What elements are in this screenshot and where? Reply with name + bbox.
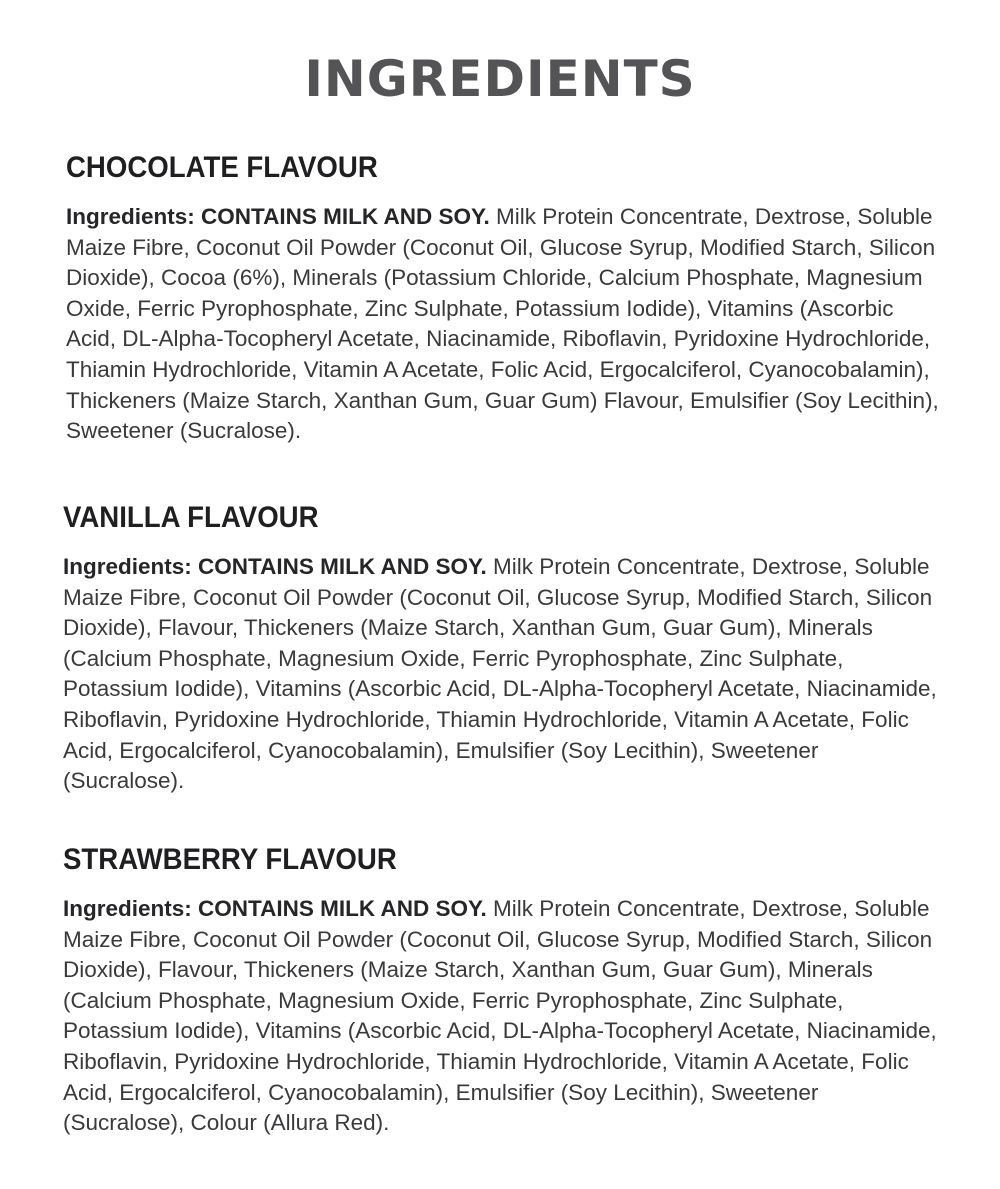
ingredients-text-vanilla <box>63 552 943 797</box>
ingredients-text-chocolate <box>66 202 946 447</box>
allergen-statement-chocolate: Ingredients: CONTAINS MILK AND SOY. <box>66 204 490 229</box>
section-heading-chocolate: CHOCOLATE FLAVOUR <box>66 151 378 184</box>
section-heading-strawberry: STRAWBERRY FLAVOUR <box>63 843 397 876</box>
section-vanilla-flavour <box>63 500 943 797</box>
page-title: INGREDIENTS <box>304 50 696 108</box>
section-heading-vanilla: VANILLA FLAVOUR <box>63 501 319 534</box>
ingredient-list-chocolate: Milk Protein Concentrate, Dextrose, Soluble Maize Fibre, Coconut Oil Powder (Coconut Oil, Glucose Syrup, Modified Starch, Silicon Dioxide), Cocoa (6%), Minerals (Potassium Chloride, Calcium Phosphate, Magnesium Oxide, Ferric Pyrophosphate, Zinc Sulphate, Potassium Iodide), Vitamins (Ascorbic Acid, DL-Alpha-Tocopheryl Acetate, Niacinamide, Riboflavin, Pyridoxine Hydrochloride, Thiamin Hydrochloride, Vitamin A Acetate, Folic Acid, Ergocalciferol, Cyanocobalamin), Thickeners (Maize Starch, Xanthan Gum, Guar Gum) Flavour, Emulsifier (Soy Lecithin), Sweetener (Sucralose). <box>66 204 939 444</box>
ingredients-text-strawberry <box>63 894 943 1139</box>
section-strawberry-flavour <box>63 842 943 1139</box>
ingredient-list-vanilla: Milk Protein Concentrate, Dextrose, Soluble Maize Fibre, Coconut Oil Powder (Coconut Oil, Glucose Syrup, Modified Starch, Silicon Dioxide), Flavour, Thickeners (Maize Starch, Xanthan Gum, Guar Gum), Minerals (Calcium Phosphate, Magnesium Oxide, Ferric Pyrophosphate, Zinc Sulphate, Potassium Iodide), Vitamins (Ascorbic Acid, DL-Alpha-Tocopheryl Acetate, Niacinamide, Riboflavin, Pyridoxine Hydrochloride, Thiamin Hydrochloride, Vitamin A Acetate, Folic Acid, Ergocalciferol, Cyanocobalamin), Emulsifier (Soy Lecithin), Sweetener (Sucralose). <box>63 554 937 794</box>
allergen-statement-vanilla: Ingredients: CONTAINS MILK AND SOY. <box>63 554 487 579</box>
ingredient-list-strawberry: Milk Protein Concentrate, Dextrose, Soluble Maize Fibre, Coconut Oil Powder (Coconut Oil, Glucose Syrup, Modified Starch, Silicon Dioxide), Flavour, Thickeners (Maize Starch, Xanthan Gum, Guar Gum), Minerals (Calcium Phosphate, Magnesium Oxide, Ferric Pyrophosphate, Zinc Sulphate, Potassium Iodide), Vitamins (Ascorbic Acid, DL-Alpha-Tocopheryl Acetate, Niacinamide, Riboflavin, Pyridoxine Hydrochloride, Thiamin Hydrochloride, Vitamin A Acetate, Folic Acid, Ergocalciferol, Cyanocobalamin), Emulsifier (Soy Lecithin), Sweetener (Sucralose), Colour (Allura Red). <box>63 896 937 1136</box>
allergen-statement-strawberry: Ingredients: CONTAINS MILK AND SOY. <box>63 896 487 921</box>
section-chocolate-flavour <box>66 150 946 447</box>
